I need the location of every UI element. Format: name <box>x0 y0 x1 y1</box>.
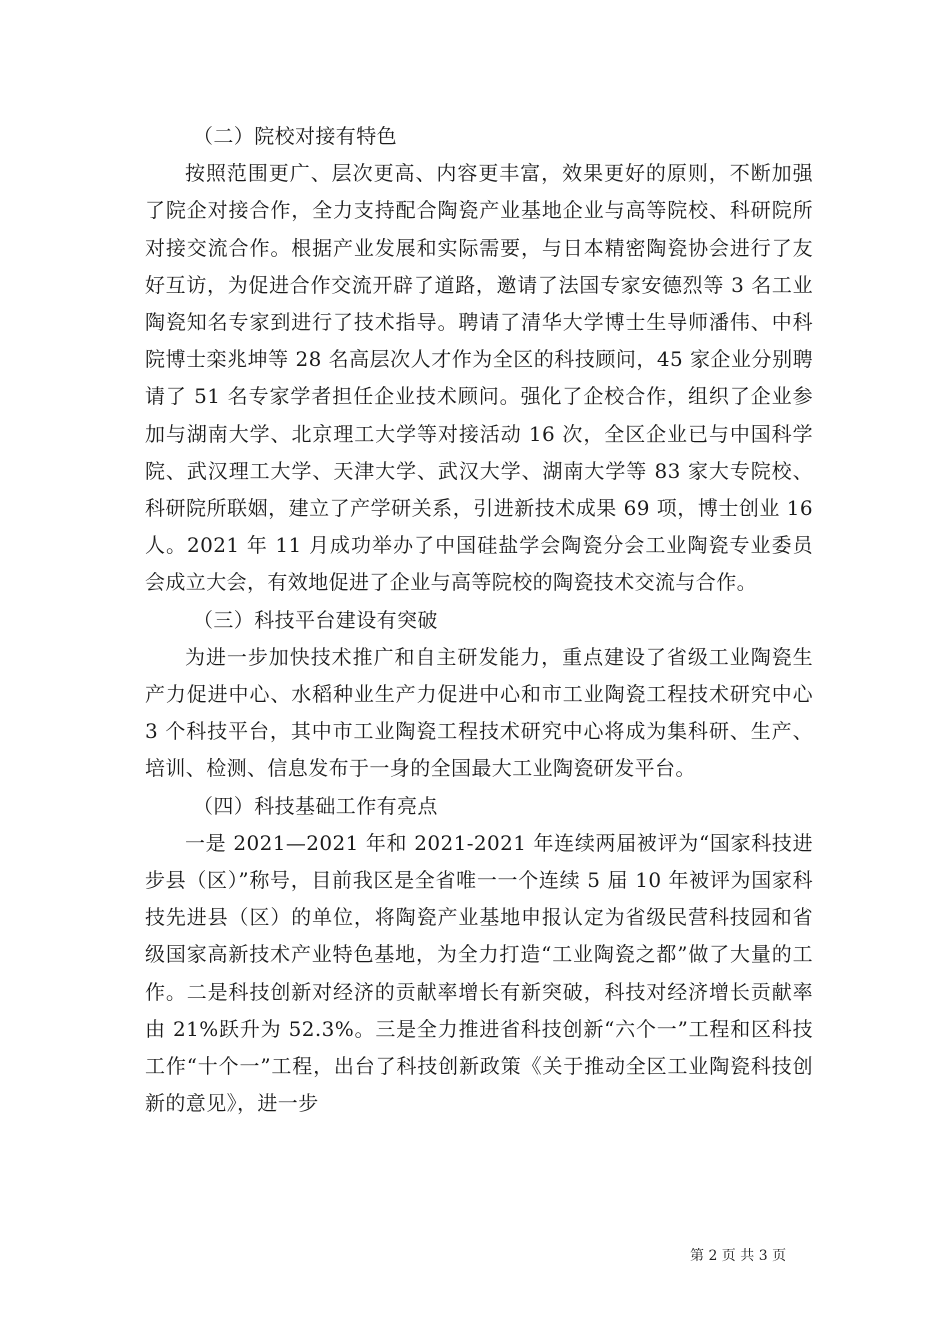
section-heading-4: （四）科技基础工作有亮点 <box>193 793 438 818</box>
section-paragraph-4: 一是 2021—2021 年和 2021-2021 年连续两届被评为“国家科技进步县（区）”称号，目前我区是全省唯一一个连续 5 届 10 年被评为国家科技先进县（区）的单位，将陶瓷产业基地申报认定为省级民营科技园和省级国家高新技术产业特色基地，为全力打造“工业陶瓷之都”做了大量的工作。二是科技创新对经济的贡献率增长有新突破，科技对经济增长贡献率由 21%跃升为 52.3%。三是全力推进省科技创新“六个一”工程和区科技工作“十个一”工程，出台了科技创新政策《关于推动全区工业陶瓷科技创新的意见》，进一步 <box>145 830 813 1116</box>
section-paragraph-2: 按照范围更广、层次更高、内容更丰富，效果更好的原则，不断加强了院企对接合作，全力支持配合陶瓷产业基地企业与高等院校、科研院所对接交流合作。根据产业发展和实际需要，与日本精密陶瓷协会进行了友好互访，为促进合作交流开辟了道路，邀请了法国专家安德烈等 3 名工业陶瓷知名专家到进行了技术指导。聘请了清华大学博士生导师潘伟、中科院博士栾兆坤等 28 名高层次人才作为全区的科技顾问，45 家企业分别聘请了 51 名专家学者担任企业技术顾问。强化了企校合作，组织了企业参加与湖南大学、北京理工大学等对接活动 16 次，全区企业已与中国科学院、武汉理工大学、天津大学、武汉大学、湖南大学等 83 家大专院校、科研院所联姻，建立了产学研关系，引进新技术成果 69 项，博士创业 16 人。2021 年 11 月成功举办了中国硅盐学会陶瓷分会工业陶瓷专业委员会成立大会，有效地促进了企业与高等院校的陶瓷技术交流与合作。 <box>145 161 813 595</box>
section-heading-2: （二）院校对接有特色 <box>193 124 397 148</box>
section-paragraph-3: 为进一步加快技术推广和自主研发能力，重点建设了省级工业陶瓷生产力促进中心、水稻种业生产力促进中心和市工业陶瓷工程技术研究中心 3 个科技平台，其中市工业陶瓷工程技术研究中心将成为集科研、生产、培训、检测、信息发布于一身的全国最大工业陶瓷研发平台。 <box>145 644 813 781</box>
page-number-footer: 第 2 页 共 3 页 <box>690 1248 787 1264</box>
section-heading-3: （三）科技平台建设有突破 <box>193 607 438 632</box>
document-body <box>145 118 813 1122</box>
